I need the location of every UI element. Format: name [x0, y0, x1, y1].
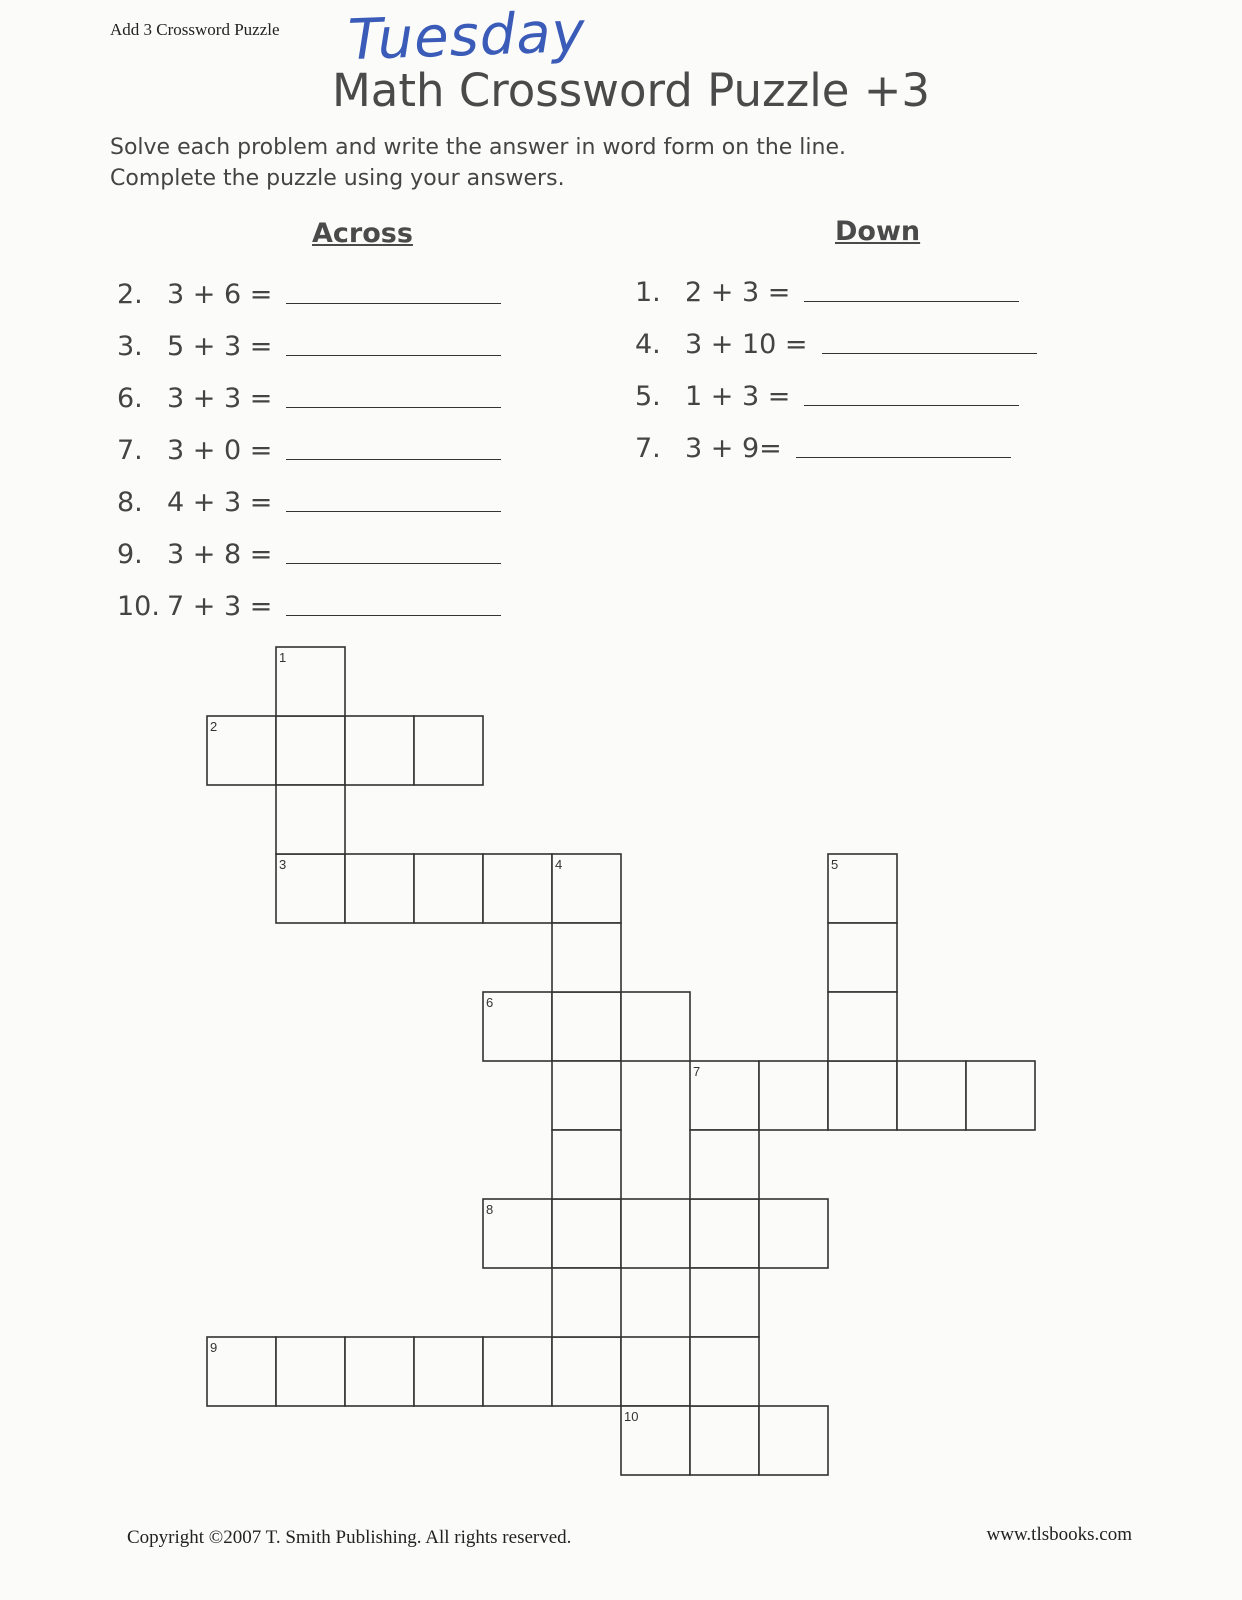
clue-problem: 3 + 6 =: [167, 279, 273, 310]
clue-problem: 3 + 3 =: [167, 383, 273, 414]
across-heading: Across: [312, 218, 413, 249]
crossword-cell[interactable]: [759, 1406, 828, 1475]
crossword-cell[interactable]: [276, 716, 345, 785]
instruction-line: Solve each problem and write the answer in word form on the line.: [110, 135, 846, 160]
clue-number: 5.: [635, 381, 661, 412]
clue-problem: 5 + 3 =: [167, 331, 273, 362]
clue-problem: 2 + 3 =: [685, 277, 791, 308]
crossword-cell[interactable]: [759, 1199, 828, 1268]
crossword-cell[interactable]: [621, 1199, 690, 1268]
clue-problem: 3 + 9=: [685, 433, 782, 464]
crossword-cell[interactable]: [690, 1130, 759, 1199]
cell-number-label: 7: [693, 1064, 701, 1079]
page-title: Math Crossword Puzzle +3: [331, 64, 931, 117]
copyright-notice: Copyright ©2007 T. Smith Publishing. All rights reserved.: [127, 1527, 572, 1548]
clue-problem: 3 + 10 =: [685, 329, 808, 360]
crossword-cell[interactable]: [414, 854, 483, 923]
crossword-cell[interactable]: [345, 716, 414, 785]
crossword-cell[interactable]: [345, 1337, 414, 1406]
clue-number: 4.: [635, 329, 661, 360]
crossword-cell[interactable]: [483, 992, 552, 1061]
crossword-cell[interactable]: [759, 1061, 828, 1130]
clue-problem: 3 + 8 =: [167, 539, 273, 570]
crossword-cell[interactable]: [414, 1337, 483, 1406]
cell-number-label: 4: [555, 857, 563, 872]
down-heading: Down: [835, 216, 921, 247]
cell-number-label: 8: [486, 1202, 494, 1217]
crossword-cell[interactable]: [276, 1337, 345, 1406]
crossword-cell[interactable]: [345, 854, 414, 923]
crossword-cell[interactable]: [690, 1199, 759, 1268]
handwritten-day: Tuesday: [346, 0, 587, 74]
cell-number-label: 9: [210, 1340, 218, 1355]
cell-number-label: 10: [624, 1409, 639, 1424]
crossword-cell[interactable]: [621, 992, 690, 1061]
clue-number: 3.: [117, 331, 143, 362]
crossword-cell[interactable]: [483, 1337, 552, 1406]
crossword-cell[interactable]: [276, 785, 345, 854]
crossword-cell[interactable]: [828, 854, 897, 923]
clue-number: 2.: [117, 279, 143, 310]
crossword-cell[interactable]: [552, 923, 621, 992]
crossword-cell[interactable]: [690, 1061, 759, 1130]
crossword-cell[interactable]: [690, 1406, 759, 1475]
clue-problem: 3 + 0 =: [167, 435, 273, 466]
crossword-cell[interactable]: [966, 1061, 1035, 1130]
crossword-cell[interactable]: [552, 1337, 621, 1406]
crossword-cell[interactable]: [276, 854, 345, 923]
clue-problem: 1 + 3 =: [685, 381, 791, 412]
crossword-cell[interactable]: [690, 1268, 759, 1337]
crossword-cell[interactable]: [552, 1268, 621, 1337]
cell-number-label: 6: [486, 995, 494, 1010]
crossword-cell[interactable]: [552, 1130, 621, 1199]
clue-problem: 4 + 3 =: [167, 487, 273, 518]
crossword-cell[interactable]: [897, 1061, 966, 1130]
worksheet-header-label: Add 3 Crossword Puzzle: [110, 20, 280, 39]
crossword-cell[interactable]: [552, 1199, 621, 1268]
cell-number-label: 5: [831, 857, 839, 872]
crossword-cell[interactable]: [552, 1061, 621, 1130]
crossword-cell[interactable]: [552, 992, 621, 1061]
clue-number: 10.: [117, 591, 160, 622]
crossword-cell[interactable]: [828, 923, 897, 992]
cell-number-label: 1: [279, 650, 287, 665]
clue-number: 7.: [635, 433, 661, 464]
crossword-cell[interactable]: [828, 992, 897, 1061]
website-url: www.tlsbooks.com: [986, 1524, 1132, 1545]
cell-number-label: 2: [210, 719, 218, 734]
crossword-cell[interactable]: [276, 647, 345, 716]
clue-number: 7.: [117, 435, 143, 466]
clue-number: 9.: [117, 539, 143, 570]
clue-number: 8.: [117, 487, 143, 518]
crossword-cell[interactable]: [207, 716, 276, 785]
cell-number-label: 3: [279, 857, 287, 872]
crossword-cell[interactable]: [552, 854, 621, 923]
crossword-cell[interactable]: [828, 1061, 897, 1130]
crossword-cell[interactable]: [621, 1337, 690, 1406]
instruction-line: Complete the puzzle using your answers.: [110, 166, 565, 191]
clue-problem: 7 + 3 =: [167, 591, 273, 622]
crossword-cell[interactable]: [414, 716, 483, 785]
clue-number: 1.: [635, 277, 661, 308]
crossword-cell[interactable]: [690, 1337, 759, 1406]
crossword-cell[interactable]: [483, 854, 552, 923]
crossword-cell[interactable]: [483, 1199, 552, 1268]
crossword-cell[interactable]: [207, 1337, 276, 1406]
clue-number: 6.: [117, 383, 143, 414]
